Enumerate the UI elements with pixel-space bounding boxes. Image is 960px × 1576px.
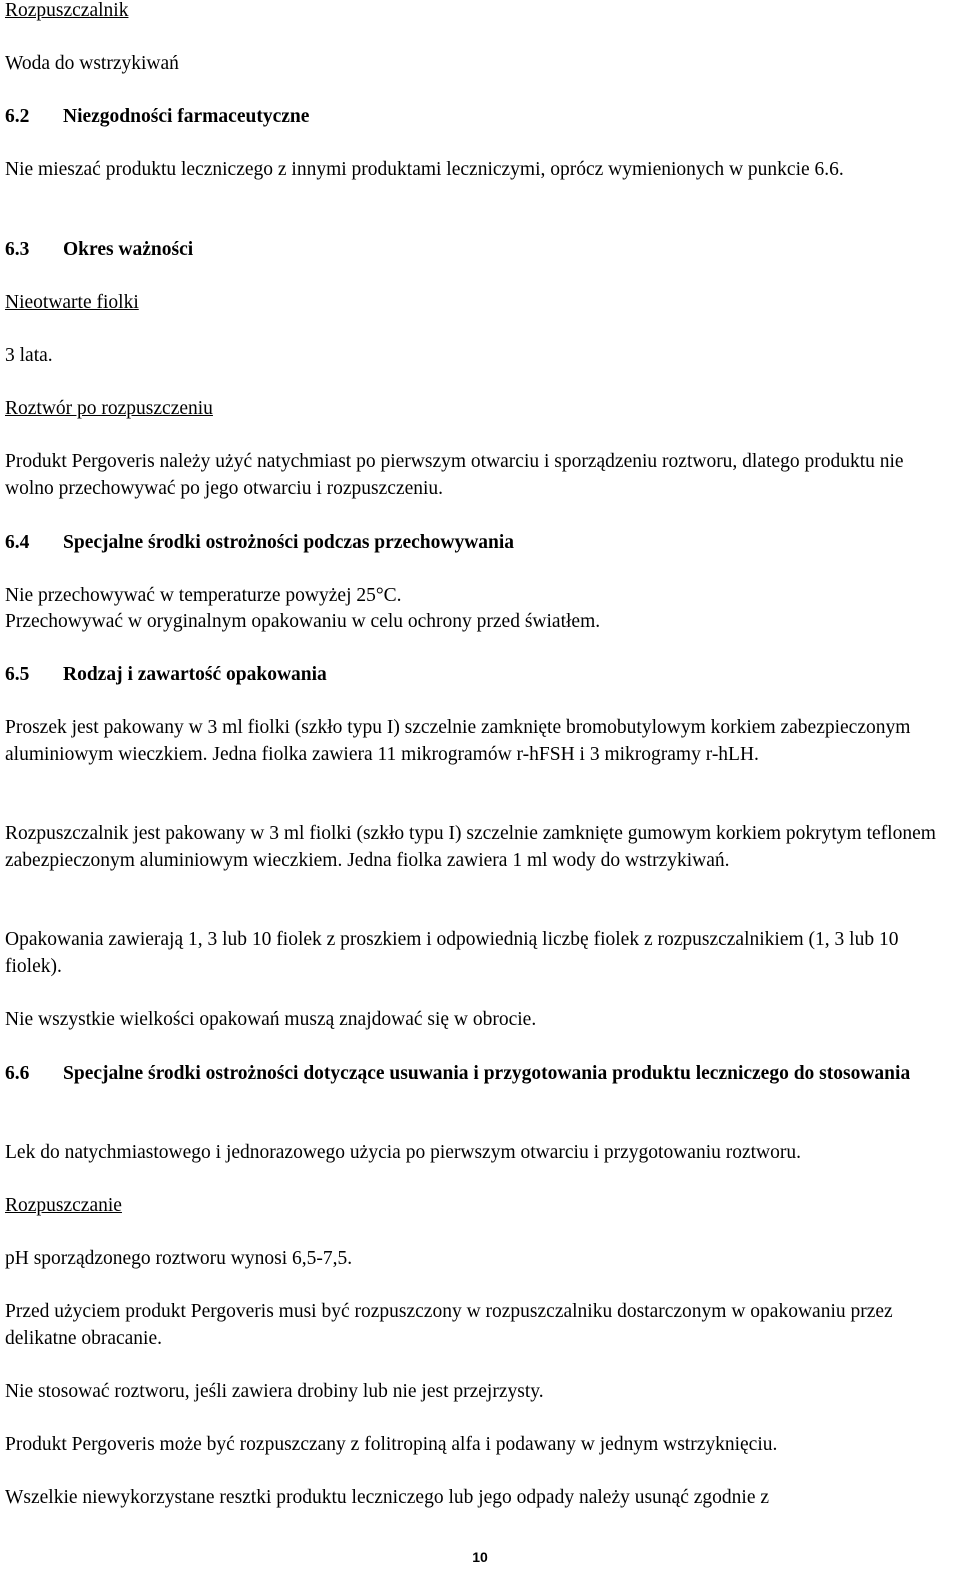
- heading-6-4: [5, 530, 957, 557]
- subheading-rozpuszczalnik: Rozpuszczalnik: [5, 0, 129, 21]
- heading-6-6: [5, 1061, 957, 1088]
- paragraph-clarity: Nie stosować roztworu, jeśli zawiera drobiny lub nie jest przejrzysty.: [5, 1381, 544, 1402]
- paragraph-pack-sizes: Opakowania zawierają 1, 3 lub 10 fiolek z proszkiem i odpowiednią liczbę fiolek z rozpuszczalnikiem (1, 3 lub 10 fiolek).: [5, 929, 899, 977]
- paragraph-disposal: Wszelkie niewykorzystane resztki produktu leczniczego lub jego odpady należy usunąć zgodnie z: [5, 1487, 770, 1508]
- heading-title: Specjalne środki ostrożności podczas przechowywania: [63, 532, 515, 553]
- heading-6-5: [5, 662, 957, 689]
- heading-6-3: [5, 237, 957, 264]
- paragraph-solvent-name: Woda do wstrzykiwań: [5, 53, 179, 74]
- paragraph-powder-packaging: Proszek jest pakowany w 3 ml fiolki (szkło typu I) szczelnie zamknięte bromobutylowym korkiem zabezpieczonym aluminiowym wieczkiem. Jedna fiolka zawiera 11 mikrogramów r-hFSH i 3 mikrogramy r-hLH.: [5, 717, 911, 765]
- heading-number: 6.6: [5, 1063, 30, 1084]
- page-number: 10: [472, 1549, 488, 1565]
- heading-number: 6.4: [5, 532, 30, 553]
- heading-title: Niezgodności farmaceutyczne: [63, 106, 310, 127]
- paragraph-incompatibilities: Nie mieszać produktu leczniczego z innymi produktami leczniczymi, oprócz wymienionych w punkcie 6.6.: [5, 159, 844, 180]
- paragraph-storage-light: Przechowywać w oryginalnym opakowaniu w celu ochrony przed światłem.: [5, 611, 601, 632]
- heading-number: 6.2: [5, 106, 30, 127]
- heading-number: 6.3: [5, 239, 30, 260]
- paragraph-shelf-life: 3 lata.: [5, 345, 53, 366]
- heading-6-2: [5, 104, 957, 131]
- heading-title: Specjalne środki ostrożności dotyczące usuwania i przygotowania produktu leczniczego do stosowania: [63, 1063, 911, 1084]
- paragraph-marketing-note: Nie wszystkie wielkości opakowań muszą znajdować się w obrocie.: [5, 1009, 537, 1030]
- subheading-reconstitution: Rozpuszczanie: [5, 1195, 122, 1216]
- heading-title: Okres ważności: [63, 239, 194, 260]
- paragraph-mixing: Produkt Pergoveris może być rozpuszczany z folitropiną alfa i podawany w jednym wstrzyknięciu.: [5, 1434, 778, 1455]
- paragraph-solvent-packaging: Rozpuszczalnik jest pakowany w 3 ml fiolki (szkło typu I) szczelnie zamknięte gumowym korkiem pokrytym teflonem zabezpieczonym aluminiowym wieczkiem. Jedna fiolka zawiera 1 ml wody do wstrzykiwań.: [5, 823, 936, 871]
- paragraph-reconstitution-method: Przed użyciem produkt Pergoveris musi być rozpuszczony w rozpuszczalniku dostarczonym w opakowaniu przez delikatne obracanie.: [5, 1301, 893, 1349]
- heading-title: Rodzaj i zawartość opakowania: [63, 664, 327, 685]
- heading-number: 6.5: [5, 664, 30, 685]
- paragraph-ph: pH sporządzonego roztworu wynosi 6,5-7,5.: [5, 1248, 353, 1269]
- paragraph-after-reconstitution: Produkt Pergoveris należy użyć natychmiast po pierwszym otwarciu i sporządzeniu roztworu, dlatego produktu nie wolno przechowywać po jego otwarciu i rozpuszczeniu.: [5, 451, 904, 499]
- subheading-unopened-vials: Nieotwarte fiolki: [5, 292, 139, 313]
- subheading-after-reconstitution: Roztwór po rozpuszczeniu: [5, 398, 213, 419]
- paragraph-single-use: Lek do natychmiastowego i jednorazowego użycia po pierwszym otwarciu i przygotowaniu roztworu.: [5, 1142, 802, 1163]
- paragraph-storage-temperature: Nie przechowywać w temperaturze powyżej 25°C.: [5, 585, 402, 606]
